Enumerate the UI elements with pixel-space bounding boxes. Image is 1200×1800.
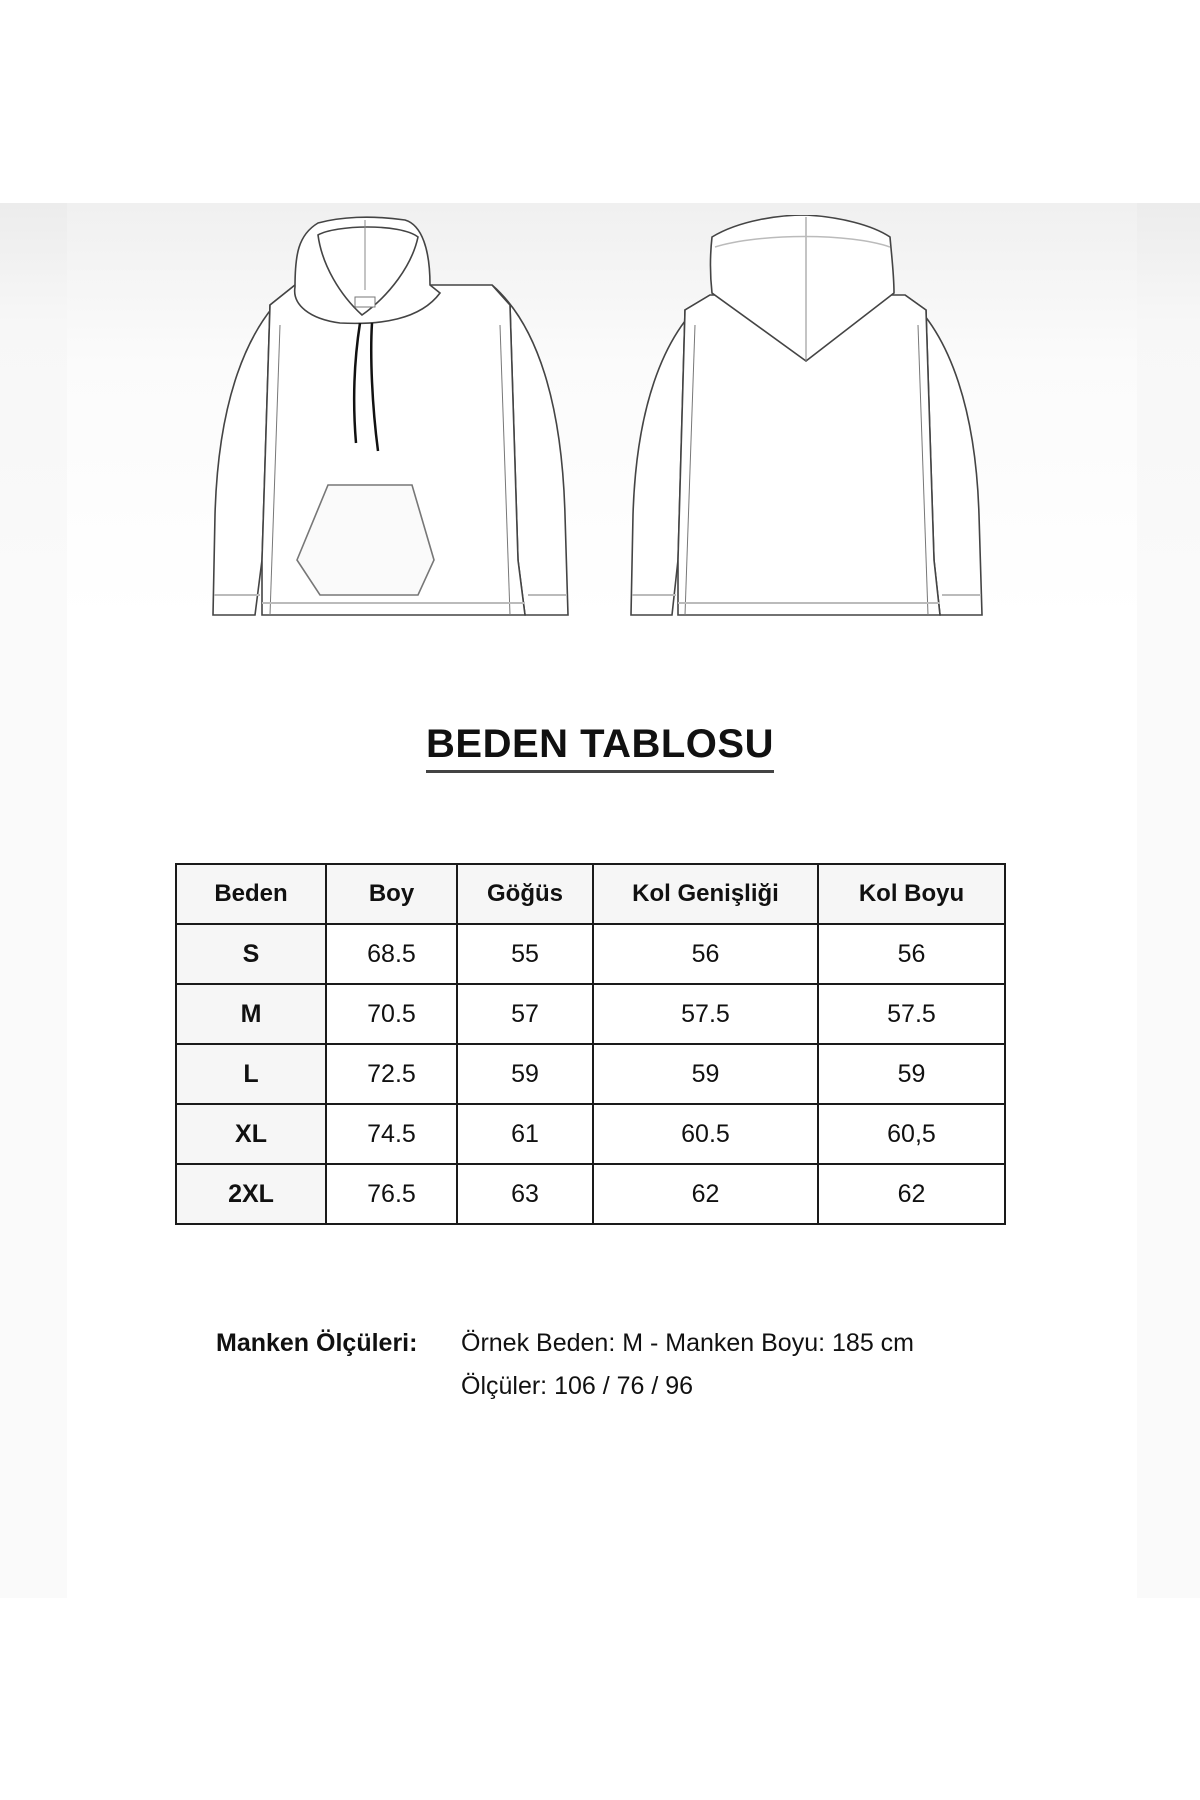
table-row xyxy=(176,1164,1005,1224)
table-row xyxy=(176,1044,1005,1104)
sleeve-length-cell: 59 xyxy=(818,1044,1005,1104)
header-chest: Göğüs xyxy=(457,864,593,924)
sleeve-length-cell: 57.5 xyxy=(818,984,1005,1044)
size-chart-title: BEDEN TABLOSU xyxy=(426,722,774,773)
mannequin-line-1 xyxy=(216,1322,914,1365)
size-cell: L xyxy=(176,1044,326,1104)
sleeve-width-cell: 59 xyxy=(593,1044,818,1104)
size-table xyxy=(175,863,1006,1225)
header-sleeve-width: Kol Genişliği xyxy=(593,864,818,924)
hoodie-front-icon xyxy=(213,217,568,615)
mannequin-label: Manken Ölçüleri: xyxy=(216,1329,418,1357)
hoodie-illustration xyxy=(200,215,1000,645)
length-cell: 74.5 xyxy=(326,1104,457,1164)
chest-cell: 55 xyxy=(457,924,593,984)
chest-cell: 59 xyxy=(457,1044,593,1104)
size-cell: M xyxy=(176,984,326,1044)
sleeve-length-cell: 62 xyxy=(818,1164,1005,1224)
chest-cell: 63 xyxy=(457,1164,593,1224)
mannequin-info xyxy=(216,1322,914,1408)
sleeve-width-cell: 57.5 xyxy=(593,984,818,1044)
table-row xyxy=(176,984,1005,1044)
chest-cell: 57 xyxy=(457,984,593,1044)
size-cell: XL xyxy=(176,1104,326,1164)
size-chart-title-container xyxy=(0,722,1200,773)
size-cell: S xyxy=(176,924,326,984)
table-row xyxy=(176,1104,1005,1164)
length-cell: 70.5 xyxy=(326,984,457,1044)
sleeve-length-cell: 60,5 xyxy=(818,1104,1005,1164)
header-size: Beden xyxy=(176,864,326,924)
table-row xyxy=(176,924,1005,984)
sleeve-width-cell: 62 xyxy=(593,1164,818,1224)
chest-cell: 61 xyxy=(457,1104,593,1164)
header-sleeve-length: Kol Boyu xyxy=(818,864,1005,924)
size-cell: 2XL xyxy=(176,1164,326,1224)
mannequin-measurements: Ölçüler: 106 / 76 / 96 xyxy=(461,1372,694,1400)
header-length: Boy xyxy=(326,864,457,924)
table-header-row xyxy=(176,864,1005,924)
hoodie-back-icon xyxy=(631,215,982,615)
sleeve-length-cell: 56 xyxy=(818,924,1005,984)
sleeve-width-cell: 60.5 xyxy=(593,1104,818,1164)
length-cell: 76.5 xyxy=(326,1164,457,1224)
sleeve-width-cell: 56 xyxy=(593,924,818,984)
length-cell: 68.5 xyxy=(326,924,457,984)
mannequin-sample-size: Örnek Beden: M - Manken Boyu: 185 cm xyxy=(461,1329,914,1357)
length-cell: 72.5 xyxy=(326,1044,457,1104)
